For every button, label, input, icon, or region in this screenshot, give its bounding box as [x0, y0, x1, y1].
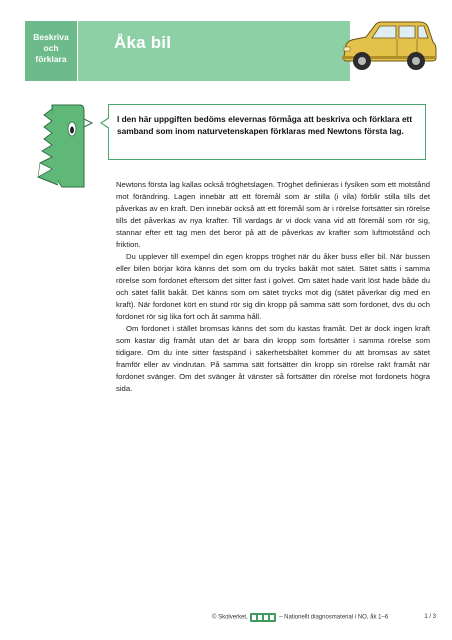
page-title: Åka bil — [114, 33, 172, 52]
intro-callout — [108, 104, 426, 160]
source-text: – Nationellt diagnosmaterial i NO, åk 1–6 — [279, 614, 389, 621]
paragraph: Du upplever till exempel din egen kropps tröghet när du åker buss eller bil. När bussen eller bilen börjar köra känns det som om du trycks bakåt mot sätet. Sätet sätts i samma rörelse som fordonet eftersom det sitter fast i golvet. Om sätet hade varit löst hade både du och sätet fallit bakåt. Det känns som om sätet trycks mot dig (sätet påverkar dig med en kraft). När fordonet kört en stund rör sig din kropp på samma sätt som fordonet, dvs du och fordonet rör sig lika fort och åt samma håll. — [116, 252, 430, 321]
copyright-text: © Skolverket, — [212, 614, 248, 621]
prim-logo-icon — [250, 612, 276, 623]
page-number: 1 / 3 — [424, 614, 436, 620]
intro-text: I den här uppgiften bedöms elevernas förmåga att beskriva och förklara ett samband som inom naturvetenskapen förklaras med Newtons första lag. — [117, 114, 413, 136]
body-text — [116, 179, 430, 395]
paragraph: Om fordonet i stället bromsas känns det som du kastas framåt. Det är dock ingen kraft som kastar dig framåt utan det är bara din kropp som fortsätter i samma rörelse som tidigare. Om du inte sitter fastspänd i säkerhetsbältet kommer du att bromsas av sätet framför eller av vindrutan. På samma sätt fortsätter din kropp sin rörelse rakt framåt när fordonet svänger. Om det svänger åt vänster så fortsätter din rörelse mot fordonets högra sida. — [116, 324, 430, 393]
car-icon — [340, 18, 438, 74]
category-tab — [25, 21, 78, 81]
crocodile-mascot-icon — [22, 99, 102, 191]
category-label: Beskriva och förklara — [33, 32, 69, 64]
paragraph: Newtons första lag kallas också tröghetslagen. Tröghet definieras i fysiken som ett motstånd mot förändring. Lagen innebär att ett föremål som är stilla (i vila) förblir stilla tills det påverkas av en kraft. Den innebär också att ett föremål som är i rörelse fortsätter sin rörelse tills det påverkas av nya krafter. Till vardags är vi dock vana vid att föremål som rör sig, stannar efter ett tag men det beror på att de påverkas av krafter som luftmotstånd och friktion. — [116, 180, 430, 249]
page-footer — [212, 612, 444, 626]
